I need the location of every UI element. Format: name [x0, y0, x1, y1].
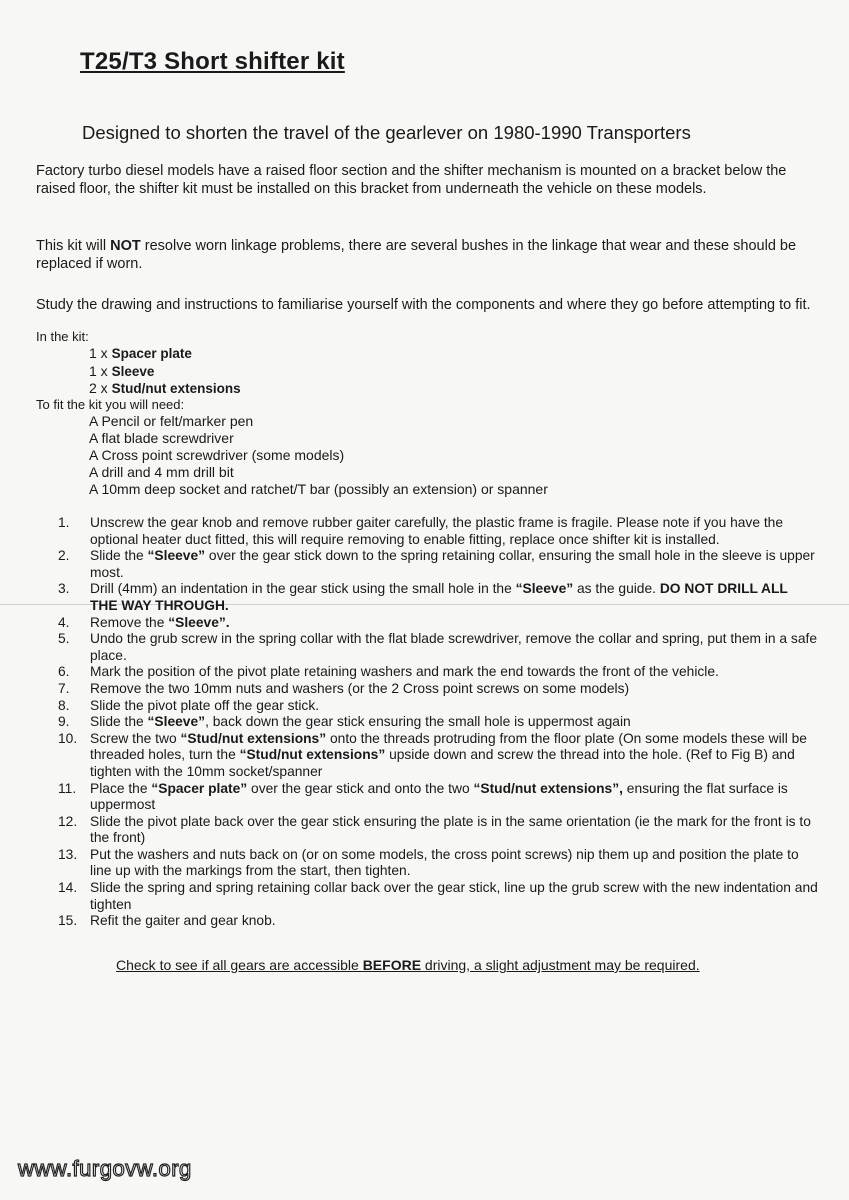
step-text-segment: Drill (4mm) an indentation in the gear stick using the small hole in the — [90, 581, 516, 597]
instruction-step — [58, 681, 818, 698]
step-text-segment: Remove the — [90, 614, 169, 630]
step-text — [90, 913, 818, 930]
instruction-step — [58, 698, 818, 715]
step-number: 4. — [58, 614, 70, 630]
step-text-bold: “Stud/nut extensions” — [180, 730, 327, 746]
step-text-segment: Undo the grub screw in the spring collar with the flat blade screwdriver, remove the collar and spring, put them in a safe place. — [90, 631, 818, 663]
step-text-bold: “Sleeve” — [147, 714, 206, 730]
step-number: 14. — [58, 880, 78, 896]
warning-text-pre: This kit will — [36, 238, 111, 254]
step-text-segment: Slide the — [90, 714, 148, 730]
kit-item — [89, 380, 241, 398]
instruction-step — [58, 548, 818, 581]
tool-item: A flat blade screwdriver — [89, 430, 234, 446]
step-text-bold: “Sleeve”. — [168, 614, 230, 630]
step-text-segment: Refit the gaiter and gear knob. — [90, 913, 276, 929]
instruction-step — [58, 781, 818, 814]
step-text-segment: onto the threads protruding from the floor plate (On some models these will be threaded holes, turn the — [90, 730, 807, 763]
tool-item: A Pencil or felt/marker pen — [89, 413, 254, 429]
step-text-segment: Unscrew the gear knob and remove rubber gaiter carefully, the plastic frame is fragile. Please note if you have the optional heater duct fitted, this will require removing to enable fitting, replace once shifter kit is installed. — [90, 515, 784, 547]
step-text — [90, 731, 818, 781]
instruction-step — [58, 847, 818, 880]
study-paragraph: Study the drawing and instructions to familiarise yourself with the components and where they go before attempting to fit. — [36, 297, 811, 313]
step-text — [90, 615, 818, 632]
step-text-segment: Screw the two — [90, 730, 181, 746]
step-text — [90, 681, 818, 698]
warning-text-post: resolve worn linkage problems, there are several bushes in the linkage that wear and these should be replaced if worn. — [36, 238, 797, 272]
step-text — [90, 814, 818, 847]
kit-list — [89, 345, 241, 398]
step-text-bold: “Stud/nut extensions”, — [473, 780, 623, 796]
step-text — [90, 781, 818, 814]
kit-item-name: Spacer plate — [111, 346, 192, 361]
step-text-segment: over the gear stick and onto the two — [247, 780, 474, 796]
step-text-segment: upside down and screw the thread into the hole. (Ref to Fig B) and tighten with the 10mm socket/spanner — [90, 747, 795, 779]
step-text-segment: Place the — [90, 780, 152, 796]
step-text — [90, 714, 818, 731]
kit-item-qty: 1 x — [89, 345, 112, 361]
warning-text-bold: NOT — [110, 238, 141, 254]
watermark: www.furgovw.org — [18, 1156, 192, 1181]
kit-item-name: Sleeve — [111, 363, 155, 379]
step-number: 15. — [58, 913, 78, 929]
footer-text-bold: BEFORE — [362, 957, 422, 973]
kit-item-qty: 2 x — [89, 380, 112, 396]
step-text-segment: Mark the position of the pivot plate retaining washers and mark the end towards the front of the vehicle. — [90, 664, 719, 680]
step-text — [90, 664, 818, 681]
tool-item: A Cross point screwdriver (some models) — [89, 447, 345, 463]
step-number: 5. — [58, 631, 70, 647]
footer-note — [116, 957, 700, 973]
page-subtitle: Designed to shorten the travel of the gearlever on 1980-1990 Transporters — [82, 122, 691, 143]
step-text — [90, 698, 818, 715]
step-text — [90, 847, 818, 880]
step-text-bold: “Sleeve” — [515, 581, 574, 597]
step-number: 10. — [58, 730, 78, 746]
tools-label: To fit the kit you will need: — [36, 397, 185, 412]
step-number: 9. — [58, 714, 70, 730]
instruction-step — [58, 714, 818, 731]
step-number: 13. — [58, 846, 78, 862]
tools-list — [89, 413, 548, 498]
intro-paragraph: Factory turbo diesel models have a raised floor section and the shifter mechanism is mounted on a bracket below the raised floor, the shifter kit must be installed on this bracket from underneath the vehicle on these models. — [36, 163, 787, 197]
step-number: 1. — [58, 515, 70, 530]
instruction-steps — [58, 515, 818, 930]
kit-item-qty: 1 x — [89, 362, 112, 379]
step-text-segment: Slide the pivot plate back over the gear stick ensuring the plate is in the same orientation (ie the mark for the front is to the front) — [90, 813, 811, 846]
kit-label: In the kit: — [36, 329, 89, 344]
instruction-step — [58, 814, 818, 847]
instruction-step — [58, 615, 818, 632]
instruction-step — [58, 631, 818, 664]
step-number: 3. — [58, 581, 70, 597]
step-number: 2. — [58, 548, 70, 564]
footer-text-pre: Check to see if all gears are accessible — [116, 957, 363, 973]
instruction-step — [58, 515, 818, 548]
instruction-step — [58, 664, 818, 681]
step-text-segment: ensuring the flat surface is uppermost — [90, 780, 788, 813]
step-text-segment: Slide the pivot plate off the gear stick. — [90, 697, 320, 713]
step-number: 7. — [58, 680, 70, 696]
tool-item: A 10mm deep socket and ratchet/T bar (possibly an extension) or spanner — [89, 481, 548, 497]
step-text — [90, 515, 818, 548]
instruction-step — [58, 880, 818, 913]
step-text — [90, 631, 818, 664]
step-number: 6. — [58, 664, 70, 680]
instruction-step — [58, 913, 818, 930]
step-text-bold: “Sleeve” — [147, 548, 206, 564]
footer-text-post: driving, a slight adjustment may be required. — [421, 957, 700, 973]
kit-item — [89, 345, 241, 363]
step-text-segment: over the gear stick down to the spring retaining collar, ensuring the small hole in the sleeve is upper most. — [90, 548, 815, 580]
page-title: T25/T3 Short shifter kit — [80, 48, 345, 75]
step-text — [90, 581, 818, 614]
step-text — [90, 548, 818, 581]
step-text-segment: Slide the — [90, 548, 148, 564]
step-text-segment: Put the washers and nuts back on (or on some models, the cross point screws) nip them up and position the plate to line up with the markings from the start, then tighten. — [90, 846, 799, 879]
step-text-bold: “Spacer plate” — [151, 780, 248, 796]
step-text-segment: Remove the two 10mm nuts and washers (or the 2 Cross point screws on some models) — [90, 680, 630, 696]
instruction-step — [58, 581, 818, 614]
step-text-bold: “Stud/nut extensions” — [239, 747, 386, 763]
step-text-bold: DO NOT DRILL ALL THE WAY THROUGH. — [90, 581, 788, 613]
step-text-segment: Slide the spring and spring retaining collar back over the gear stick, line up the grub screw with the new indentation and tighten — [90, 880, 818, 912]
kit-item — [89, 363, 241, 381]
step-number: 11. — [58, 780, 77, 796]
step-text-segment: , back down the gear stick ensuring the small hole is uppermost again — [205, 714, 631, 730]
step-text — [90, 880, 818, 913]
step-text-segment: as the guide. — [573, 581, 660, 597]
kit-item-name: Stud/nut extensions — [111, 381, 241, 396]
instruction-step — [58, 731, 818, 781]
step-number: 8. — [58, 697, 70, 713]
tool-item: A drill and 4 mm drill bit — [89, 464, 234, 480]
step-number: 12. — [58, 813, 78, 829]
warning-paragraph — [36, 237, 816, 273]
